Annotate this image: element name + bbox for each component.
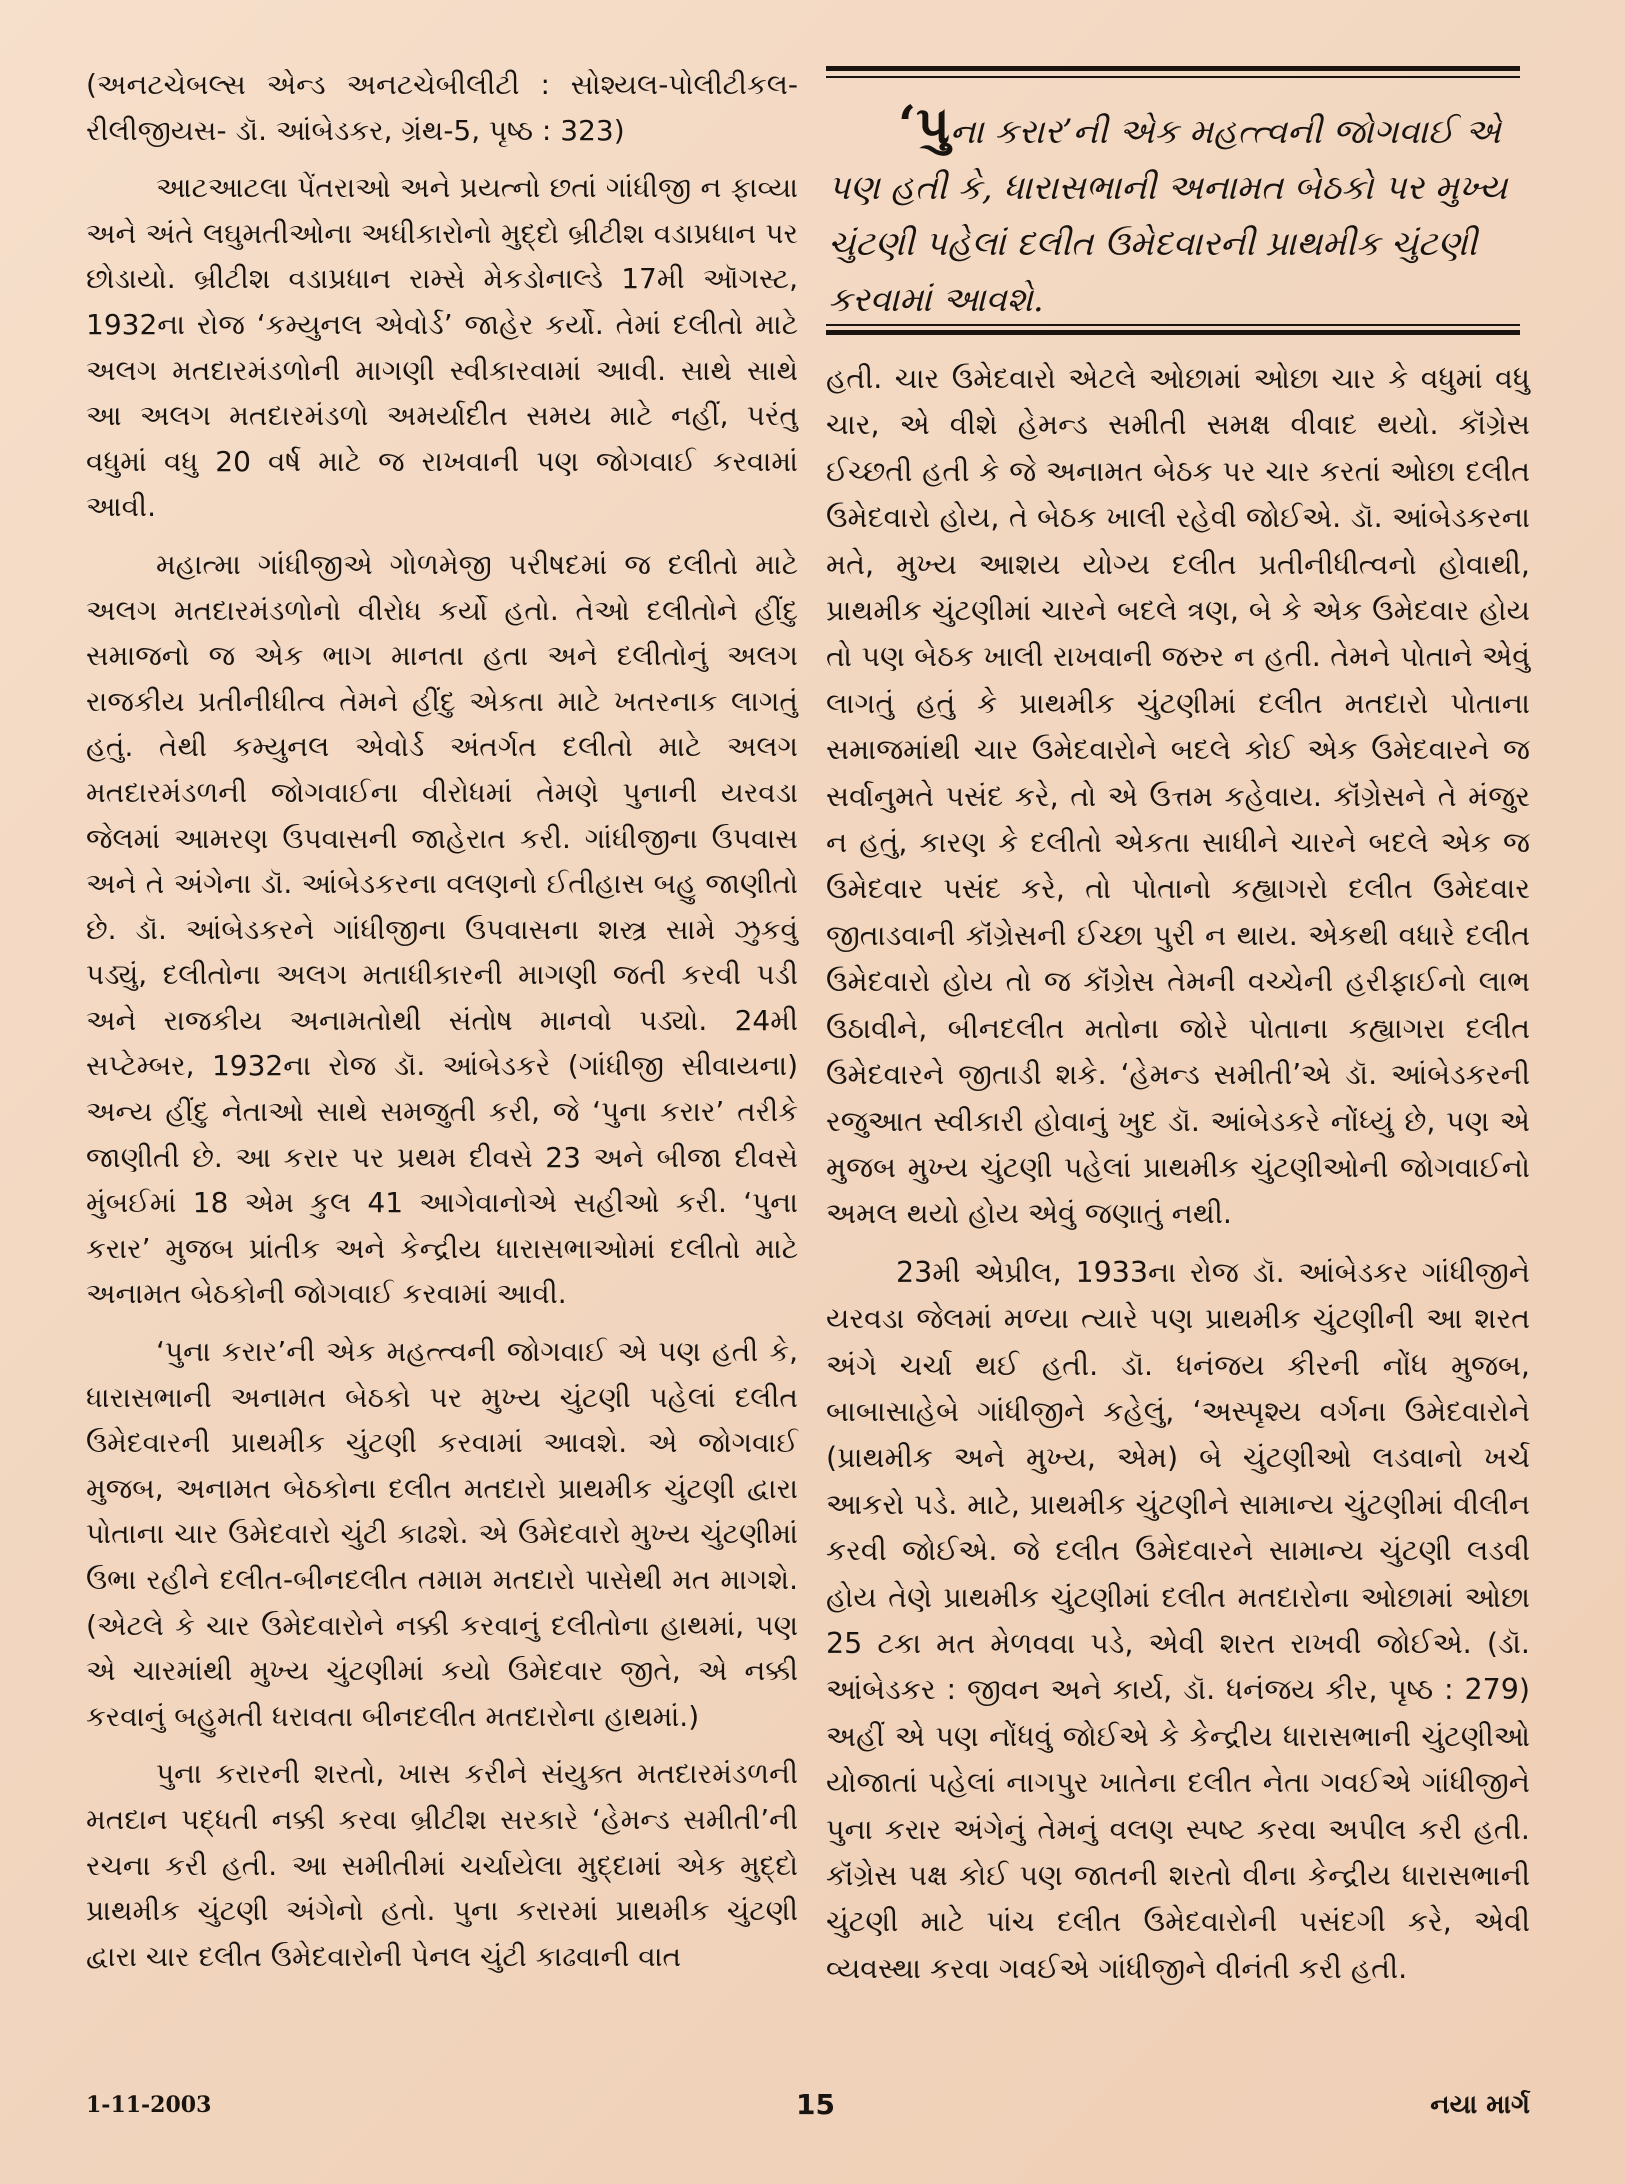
body-paragraph: મહાત્મા ગાંધીજીએ ગોળમેજી પરીષદમાં જ દલીતો માટે અલગ મતદારમંડળોનો વીરોધ કર્યો હતો. તેઓ દલીતોને હીંદુ સમાજનો જ એક ભાગ માનતા હતા અને દલીતોનું અલગ રાજકીય પ્રતીનીધીત્વ તેમને હીંદુ એકતા માટે ખતરનાક લાગતું હતું. તેથી કમ્યુનલ એવોર્ડ અંતર્ગત દલીતો માટે અલગ મતદારમંડળની જોગવાઈના વીરોધમાં તેમણે પુનાની યરવડા જેલમાં આમરણ ઉપવાસની જાહેરાત કરી. ગાંધીજીના ઉપવાસ અને તે અંગેના ડૉ. આંબેડકરના વલણનો ઈતીહાસ બહુ જાણીતો છે. ડૉ. આંબેડકરને ગાંધીજીના ઉપવાસના શસ્ત્ર સામે ઝુકવું પડ્યું, દલીતોના અલગ મતાધીકારની માગણી જતી કરવી પડી અને રાજકીય અનામતોથી સંતોષ માનવો પડ્યો. 24મી સપ્ટેમ્બર, 1932ના રોજ ડૉ. આંબેડકરે (ગાંધીજી સીવાયના) અન્ય હીંદુ નેતાઓ સાથે સમજુતી કરી, જે ‘પુના કરાર’ તરીકે જાણીતી છે. આ કરાર પર પ્રથમ દીવસે 23 અને બીજા દીવસે મુંબઈમાં 18 એમ કુલ 41 આગેવાનોએ સહીઓ કરી. ‘પુના કરાર’ મુજબ પ્રાંતીક અને કેન્દ્રીય ધારાસભાઓમાં દલીતો માટે અનામત બેઠકોની જોગવાઈ કરવામાં આવી.	[86, 547, 798, 1311]
left-column	[86, 62, 798, 1991]
body-paragraph: હતી. ચાર ઉમેદવારો એટલે ઓછામાં ઓછા ચાર કે વધુમાં વધુ ચાર, એ વીશે હેમન્ડ સમીતી સમક્ષ વીવાદ થયો. કૉંગ્રેસ ઈચ્છતી હતી કે જે અનામત બેઠક પર ચાર કરતાં ઓછા દલીત ઉમેદવારો હોય, તે બેઠક ખાલી રહેવી જોઈએ. ડૉ. આંબેડકરના મતે, મુખ્ય આશય યોગ્ય દલીત પ્રતીનીધીત્વનો હોવાથી, પ્રાથમીક ચુંટણીમાં ચારને બદલે ત્રણ, બે કે એક ઉમેદવાર હોય તો પણ બેઠક ખાલી રાખવાની જરુર ન હતી. તેમને પોતાને એવું લાગતું હતું કે પ્રાથમીક ચુંટણીમાં દલીત મતદારો પોતાના સમાજમાંથી ચાર ઉમેદવારોને બદલે કોઈ એક ઉમેદવારને જ સર્વાનુમતે પસંદ કરે, તો એ ઉત્તમ કહેવાય. કૉંગ્રેસને તે મંજુર ન હતું, કારણ કે દલીતો એકતા સાધીને ચારને બદલે એક જ ઉમેદવાર પસંદ કરે, તો પોતાનો કહ્યાગરો દલીત ઉમેદવાર જીતાડવાની કૉંગ્રેસની ઈચ્છા પુરી ન થાય. એકથી વધારે દલીત ઉમેદવારો હોય તો જ કૉંગ્રેસ તેમની વચ્ચેની હરીફાઈનો લાભ ઉઠાવીને, બીનદલીત મતોના જોરે પોતાના કહ્યાગરા દલીત ઉમેદવારને જીતાડી શકે. ‘હેમન્ડ સમીતી’એ ડૉ. આંબેડકરની રજુઆત સ્વીકારી હોવાનું ખુદ ડૉ. આંબેડકરે નોંધ્યું છે, પણ એ મુજબ મુખ્ય ચુંટણી પહેલાં પ્રાથમીક ચુંટણીઓની જોગવાઈનો અમલ થયો હોય એવું જણાતું નથી.	[826, 362, 1530, 1231]
pull-quote-bottom-rule-thin	[826, 324, 1520, 326]
body-paragraph: આટઆટલા પેંતરાઓ અને પ્રયત્નો છતાં ગાંધીજી ન ફાવ્યા અને અંતે લઘુમતીઓના અધીકારોનો મુદ્દો બ્રીટીશ વડાપ્રધાન પર છોડાયો. બ્રીટીશ વડાપ્રધાન રામ્સે મેકડોનાલ્ડે 17મી ઑગસ્ટ, 1932ના રોજ ‘કમ્યુનલ એવોર્ડ’ જાહેર કર્યો. તેમાં દલીતો માટે અલગ મતદારમંડળોની માગણી સ્વીકારવામાં આવી. સાથે સાથે આ અલગ મતદારમંડળો અમર્યાદીત સમય માટે નહીં, પરંતુ વધુમાં વધુ 20 વર્ષ માટે જ રાખવાની પણ જોગવાઈ કરવામાં આવી.	[86, 171, 798, 524]
pull-quote-top-rule	[826, 66, 1520, 71]
pull-quote-top-rule-thin	[826, 76, 1520, 78]
pull-quote	[826, 62, 1520, 344]
magazine-name: નયા માર્ગ	[1430, 2090, 1530, 2120]
body-paragraph: પુના કરારની શરતો, ખાસ કરીને સંયુક્ત મતદારમંડળની મતદાન પદ્ધતી નક્કી કરવા બ્રીટીશ સરકારે ‘હેમન્ડ સમીતી’ની રચના કરી હતી. આ સમીતીમાં ચર્ચાયેલા મુદ્દામાં એક મુદ્દો પ્રાથમીક ચુંટણી અંગેનો હતો. પુના કરારમાં પ્રાથમીક ચુંટણી દ્વારા ચાર દલીત ઉમેદવારોની પેનલ ચુંટી કાઢવાની વાત	[86, 1757, 798, 1973]
citation-paragraph: (અનટચેબલ્સ એન્ડ અનટચેબીલીટી : સોશ્યલ-પોલીટીકલ-રીલીજીયસ- ડૉ. આંબેડકર, ગ્રંથ-5, પૃષ્ઠ : 323)	[86, 68, 798, 147]
page-footer	[86, 2088, 1530, 2122]
body-paragraph: ‘પુના કરાર’ની એક મહત્ત્વની જોગવાઈ એ પણ હતી કે, ધારાસભાની અનામત બેઠકો પર મુખ્ય ચુંટણી પહેલાં દલીત ઉમેદવારની પ્રાથમીક ચુંટણી કરવામાં આવશે. એ જોગવાઈ મુજબ, અનામત બેઠકોના દલીત મતદારો પ્રાથમીક ચુંટણી દ્વારા પોતાના ચાર ઉમેદવારો ચુંટી કાઢશે. એ ઉમેદવારો મુખ્ય ચુંટણીમાં ઉભા રહીને દલીત-બીનદલીત તમામ મતદારો પાસેથી મત માગશે. (એટલે કે ચાર ઉમેદવારોને નક્કી કરવાનું દલીતોના હાથમાં, પણ એ ચારમાંથી મુખ્ય ચુંટણીમાં કયો ઉમેદવાર જીતે, એ નક્કી કરવાનું બહુમતી ધરાવતા બીનદલીત મતદારોના હાથમાં.)	[86, 1335, 798, 1733]
issue-date: 1-11-2003	[86, 2092, 212, 2118]
page-number: 15	[796, 2088, 835, 2121]
pull-quote-body: ના કરાર’ની એક મહત્ત્વની જોગવાઈ એ પણ હતી કે, ધારાસભાની અનામત બેઠકો પર મુખ્ય ચુંટણી પહેલાં દલીત ઉમેદવારની પ્રાથમીક ચુંટણી કરવામાં આવશે.	[828, 112, 1508, 320]
pull-quote-bottom-rule	[826, 330, 1520, 335]
pull-quote-dropcap: ‘પુ	[898, 95, 950, 156]
body-paragraph: 23મી એપ્રીલ, 1933ના રોજ ડૉ. આંબેડકર ગાંધીજીને યરવડા જેલમાં મળ્યા ત્યારે પણ પ્રાથમીક ચુંટણીની આ શરત અંગે ચર્ચા થઈ હતી. ડૉ. ધનંજય કીરની નોંધ મુજબ, બાબાસાહેબે ગાંધીજીને કહેલું, ‘અસ્પૃશ્ય વર્ગના ઉમેદવારોને (પ્રાથમીક અને મુખ્ય, એમ) બે ચુંટણીઓ લડવાનો ખર્ચ આકરો પડે. માટે, પ્રાથમીક ચુંટણીને સામાન્ય ચુંટણીમાં વીલીન કરવી જોઈએ. જે દલીત ઉમેદવારને સામાન્ય ચુંટણી લડવી હોય તેણે પ્રાથમીક ચુંટણીમાં દલીત મતદારોના ઓછામાં ઓછા 25 ટકા મત મેળવવા પડે, એવી શરત રાખવી જોઈએ. (ડૉ. આંબેડકર : જીવન અને કાર્ય, ડૉ. ધનંજય કીર, પૃષ્ઠ : 279) અહીં એ પણ નોંધવું જોઈએ કે કેન્દ્રીય ધારાસભાની ચુંટણીઓ યોજાતાં પહેલાં નાગપુર ખાતેના દલીત નેતા ગવઈએ ગાંધીજીને પુના કરાર અંગેનું તેમનું વલણ સ્પષ્ટ કરવા અપીલ કરી હતી. કૉંગ્રેસ પક્ષ કોઈ પણ જાતની શરતો વીના કેન્દ્રીય ધારાસભાની ચુંટણી માટે પાંચ દલીત ઉમેદવારોની પસંદગી કરે, એવી વ્યવસ્થા કરવા ગવઈએ ગાંધીજીને વીનંતી કરી હતી.	[826, 1255, 1530, 1985]
pull-quote-text	[828, 95, 1518, 328]
right-column	[826, 356, 1530, 2004]
